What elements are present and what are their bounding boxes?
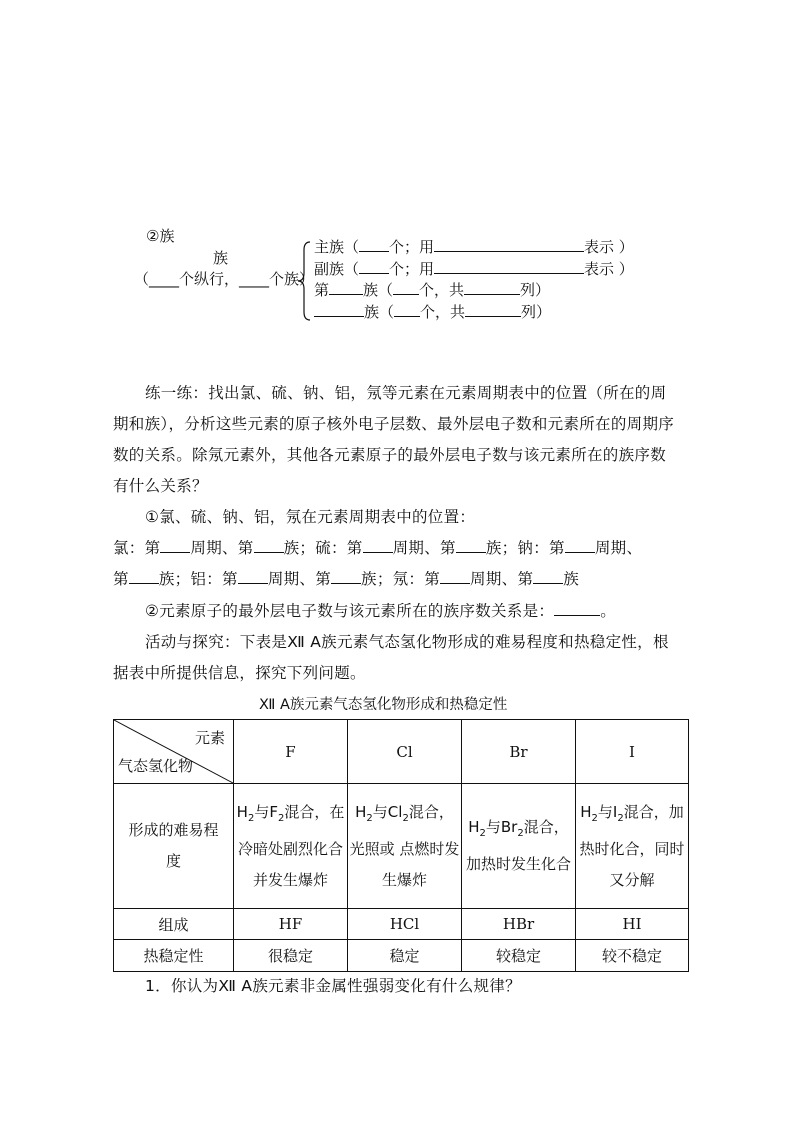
formation-br: $H_2$与$Br_2$混合，加热时发生化合 [462,784,576,909]
sub-group-line: 副族（ 个；用 表示 ） [314,260,634,278]
table-caption: Ⅻ A族元素气态氢化物形成和热稳定性 [259,697,508,713]
stability-hcl: 稳定 [348,940,462,972]
zero-group-line: 族（ 个，共 列） [314,302,551,322]
stability-hf: 很稳定 [234,940,348,972]
section-title-group: ②族 [146,227,175,245]
position-row-1: 氯：第 周期、第 族；硫：第 周期、第 族；钠：第 周期、 [113,539,643,557]
group-label: 族 [213,249,229,267]
row-label-composition: 组成 [114,909,234,940]
composition-hbr: HBr [462,909,576,940]
header-hydride-label: 气态氢化物 [118,757,194,775]
row-label-formation: 形成的难易程度 [114,784,234,909]
header-br: Br [462,720,576,784]
group-count-label: （____个纵行，____个族） [134,270,315,288]
practice-question-1: ①氯、硫、钠、铝，氖在元素周期表中的位置： [145,508,476,526]
header-f: F [234,720,348,784]
activity-line-2: 据表中所提供信息，探究下列问题。 [113,664,366,682]
formation-i: $H_2$与$I_2$混合，加热时化合，同时又分解 [576,784,689,909]
group-eight-line: 第 族（ 个，共 列） [314,281,551,299]
header-cl: Cl [348,720,462,784]
header-element-label: 元素 [194,729,225,747]
practice-line-3: 数的关系。除氖元素外，其他各元素原子的最外层电子数与该元素所在的族序数 [113,446,667,464]
main-group-line: 主族（ 个；用 表示 ） [314,238,634,256]
practice-line-2: 期和族），分析这些元素的原子核外电子层数、最外层电子数和元素所在的周期序 [113,415,675,433]
curly-brace-icon [296,240,312,322]
activity-line-1: 活动与探究：下表是Ⅻ A族元素气态氢化物形成的难易程度和热稳定性，根 [145,633,669,651]
formation-f: $H_2$与$F_2$混合，在冷暗处剧烈化合并发生爆炸 [234,784,348,909]
stability-hbr: 较稳定 [462,940,576,972]
practice-question-2: ②元素原子的最外层电子数与该元素所在的族序数关系是： 。 [145,602,617,620]
hydride-table [113,719,689,972]
practice-line-1: 练一练：找出氯、硫、钠、铝，氖等元素在元素周期表中的位置（所在的周 [145,384,667,402]
diagonal-header-cell [114,720,234,784]
formation-cl: $H_2$与$Cl_2$混合，光照或 点燃时发生爆炸 [348,784,462,909]
practice-line-4: 有什么关系？ [113,477,208,495]
composition-hcl: HCl [348,909,462,940]
header-i: I [576,720,689,784]
composition-hf: HF [234,909,348,940]
position-row-2: 第 族；铝：第 周期、第 族；氖：第 周期、第 族 [113,570,580,588]
row-label-stability: 热稳定性 [114,940,234,972]
composition-hi: HI [576,909,689,940]
stability-hi: 较不稳定 [576,940,689,972]
question-1: 1．你认为Ⅻ A族元素非金属性强弱变化有什么规律？ [145,977,521,995]
